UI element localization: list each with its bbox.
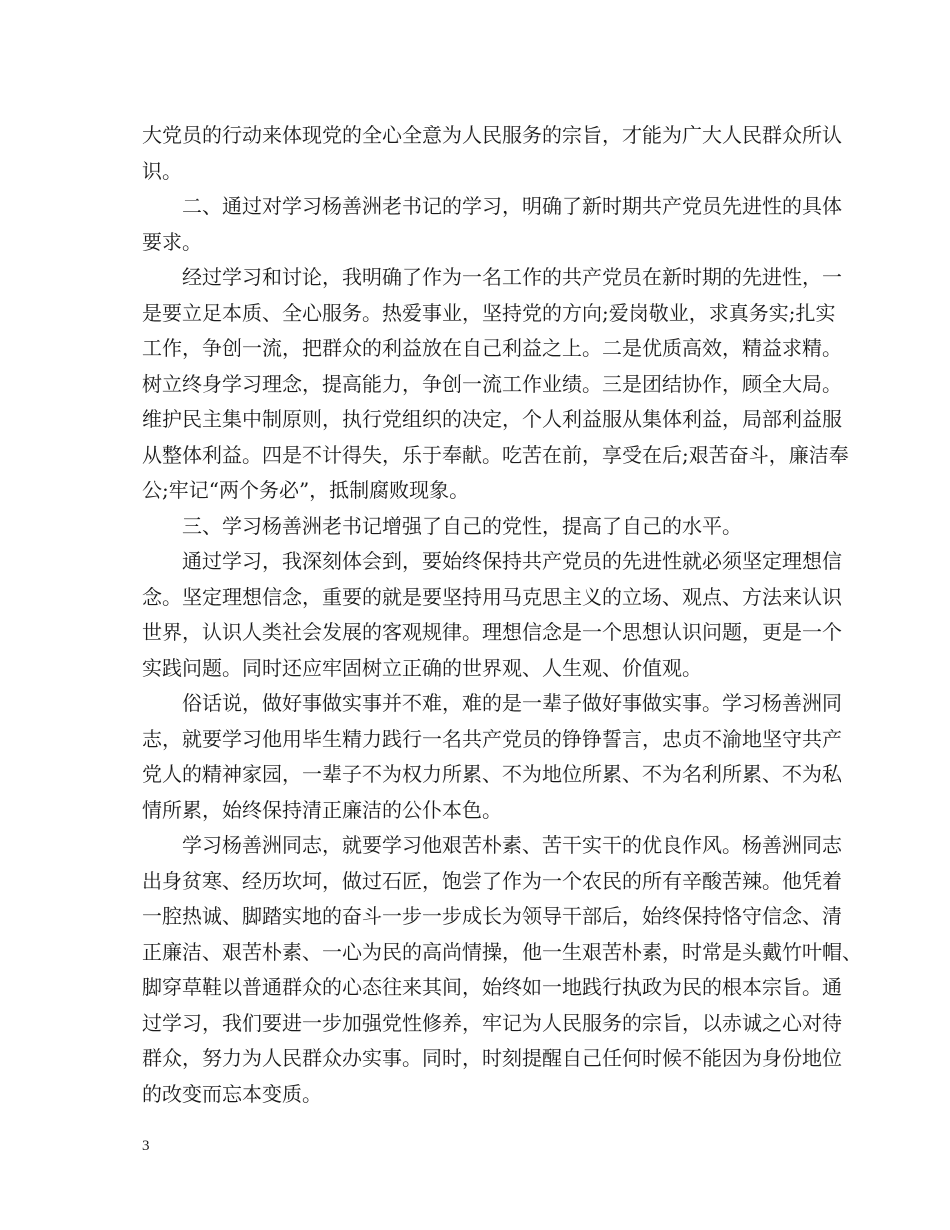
text-line: 念。坚定理想信念，重要的就是要坚持用马克思主义的立场、观点、方法来认识 — [142, 584, 842, 609]
text-line: 志，就要学习他用毕生精力践行一名共产党员的铮铮誓言，忠贞不渝地坚守共产 — [142, 726, 842, 751]
text-line: 情所累，始终保持清正廉洁的公仆本色。 — [142, 797, 502, 822]
body-text — [142, 118, 862, 1112]
text-line: 大党员的行动来体现党的全心全意为人民服务的宗旨，才能为广大人民群众所认 — [142, 123, 842, 147]
text-line: 公;牢记“两个务必”，抵制腐败现象。 — [142, 478, 470, 502]
text-line: 世界，认识人类社会发展的客观规律。理想信念是一个思想认识问题，更是一个 — [142, 620, 842, 644]
paragraph-start: 通过学习，我深刻体会到，要始终保持共产党员的先进性就必须坚定理想信 — [182, 549, 842, 573]
text-line: 工作，争创一流，把群众的利益放在自己利益之上。二是优质高效，精益求精。 — [142, 336, 842, 360]
paragraph-start: 俗话说，做好事做实事并不难，难的是一辈子做好事做实事。学习杨善洲同 — [182, 691, 842, 715]
text-line: 是要立足本质、全心服务。热爱事业，坚持党的方向;爱岗敬业，求真务实;扎实 — [142, 300, 836, 325]
text-line: 出身贫寒、经历坎坷，做过石匠，饱尝了作为一个农民的所有辛酸苦辣。他凭着 — [142, 868, 842, 893]
text-line: 脚穿草鞋以普通群众的心态往来其间，始终如一地践行执政为民的根本宗旨。通 — [142, 975, 842, 999]
text-line: 识。 — [142, 158, 182, 183]
text-line: 要求。 — [142, 229, 202, 254]
section-heading-3: 三、学习杨善洲老书记增强了自己的党性，提高了自己的水平。 — [182, 513, 742, 538]
text-line: 过学习，我们要进一步加强党性修养，牢记为人民服务的宗旨，以赤诚之心对待 — [142, 1010, 842, 1035]
paragraph-start: 学习杨善洲同志，就要学习他艰苦朴素、苦干实干的优良作风。杨善洲同志 — [182, 833, 842, 857]
paragraph-start: 经过学习和讨论，我明确了作为一名工作的共产党员在新时期的先进性，一 — [182, 265, 842, 289]
text-line: 实践问题。同时还应牢固树立正确的世界观、人生观、价值观。 — [142, 655, 702, 680]
text-line: 的改变而忘本变质。 — [142, 1081, 322, 1106]
text-line: 群众，努力为人民群众办实事。同时，时刻提醒自己任何时候不能因为身份地位 — [142, 1046, 842, 1070]
text-line: 党人的精神家园，一辈子不为权力所累、不为地位所累、不为名利所累、不为私 — [142, 762, 842, 786]
section-heading-2: 二、通过对学习杨善洲老书记的学习，明确了新时期共产党员先进性的具体 — [182, 194, 842, 218]
text-line: 一腔热诚、脚踏实地的奋斗一步一步成长为领导干部后，始终保持恪守信念、清 — [142, 904, 842, 928]
text-line: 维护民主集中制原则，执行党组织的决定，个人利益服从集体利益，局部利益服 — [142, 407, 842, 431]
text-line: 从整体利益。四是不计得失，乐于奉献。吃苦在前，享受在后;艰苦奋斗，廉洁奉 — [142, 442, 849, 467]
text-line: 正廉洁、艰苦朴素、一心为民的高尚情操，他一生艰苦朴素，时常是头戴竹叶帽、 — [142, 939, 862, 964]
page-number: 3 — [142, 1138, 150, 1154]
text-line: 树立终身学习理念，提高能力，争创一流工作业绩。三是团结协作，顾全大局。 — [142, 371, 842, 396]
